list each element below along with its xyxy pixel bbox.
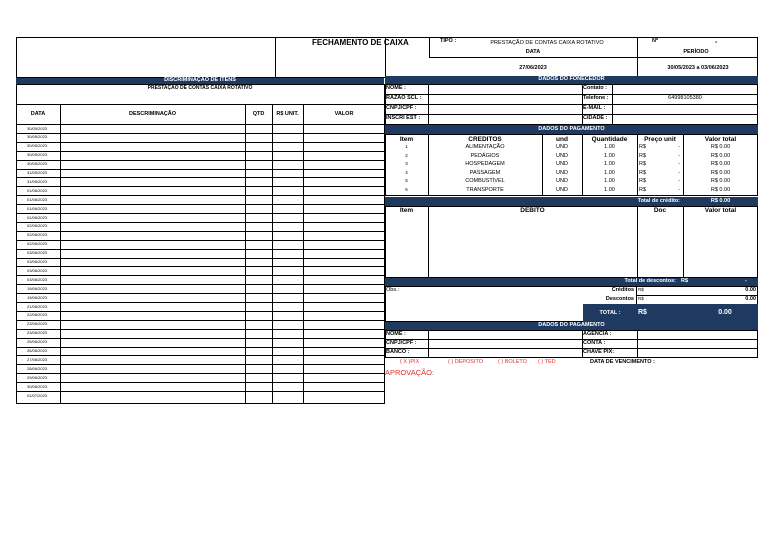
credit-item-number: 6 (405, 187, 408, 192)
pagamento-nome-label: NOME : (386, 331, 406, 337)
page-title: FECHAMENTO DE CAIXA (312, 38, 409, 47)
credit-quantity: 1.00 (604, 152, 615, 159)
credit-description: TRANSPORTE (466, 187, 504, 193)
credit-description: PEDÁGIOS (470, 152, 500, 159)
table-row-date: 03/06/2023 (27, 267, 48, 273)
option-boleto[interactable]: ( ) BOLETO (498, 359, 527, 365)
dados-pagamento-title: DADOS DO PAGAMENTO (538, 322, 605, 328)
credit-price: - (678, 187, 680, 193)
option-deposito[interactable]: ( ) DEPOSITO (448, 359, 484, 365)
doc-label: Doc (653, 207, 667, 214)
debito-item-label: Item (399, 207, 414, 214)
table-row-date: 27/06/2023 (27, 356, 48, 362)
fornecedor-telefone-value: 64998105380 (668, 95, 702, 101)
col-qtd: QTD (252, 111, 265, 117)
numero-value: - (715, 39, 718, 46)
credit-total: R$ 0.00 (710, 187, 731, 193)
credit-item-number: 2 (405, 152, 408, 158)
table-row-date: 30/06/2023 (27, 383, 48, 389)
col-valor: VALOR (334, 111, 354, 117)
credit-unit: UND (556, 161, 568, 168)
descontos-cur: R$ (638, 296, 644, 301)
total-cur: R$ (638, 309, 647, 316)
tipo-label: TIPO : (440, 38, 457, 44)
aprovacao-label: APROVAÇÃO: (385, 368, 435, 377)
col-und: und (556, 136, 568, 143)
credit-unit: UND (556, 178, 568, 185)
data-label: DATA (525, 49, 541, 55)
credit-quantity: 1.00 (604, 144, 615, 150)
credit-price: - (678, 169, 680, 176)
descontos-value: 0.00 (745, 296, 756, 302)
table-row-date: 01/06/2023 (27, 205, 48, 211)
credit-unit: UND (556, 187, 568, 193)
table-row-date: 30/05/2023 (27, 152, 48, 158)
total-credito-value: R$ 0.00 (710, 198, 731, 204)
periodo-value: 30/05/2023 a 03/06/2023 (667, 65, 729, 71)
table-row-date: 28/06/2023 (27, 365, 48, 371)
creditos-label: Créditos (611, 287, 634, 293)
credit-total: R$ 0.00 (710, 161, 731, 168)
obs-label: Obs.: (386, 287, 400, 293)
credit-unit: UND (556, 144, 568, 150)
numero-label: Nº (652, 38, 658, 44)
table-row-date: 30/05/2023 (27, 143, 48, 149)
data-value: 27/06/2023 (519, 65, 547, 71)
col-unit: R$ UNIT. (276, 111, 299, 117)
table-row-date: 01/06/2023 (27, 196, 48, 202)
credit-quantity: 1.00 (604, 161, 615, 168)
table-row-date: 31/05/2023 (27, 170, 48, 175)
total-value: 0.00 (718, 309, 732, 316)
pagamento-cnpj-label: CNPJ/CPF : (386, 340, 417, 346)
credit-total: R$ 0.00 (710, 152, 731, 159)
option-ted[interactable]: ( ) TED (538, 359, 556, 365)
table-row-date: 31/05/2023 (27, 178, 48, 184)
discriminacao-title: DISCRIMINAÇÃO DE ITENS (164, 77, 236, 83)
table-row-date: 01/06/2023 (27, 187, 48, 193)
col-creditos: CREDITOS (468, 136, 502, 143)
credit-unit: UND (556, 152, 568, 159)
credit-price-currency: R$ (639, 161, 647, 168)
credit-quantity: 1.00 (604, 169, 615, 176)
credit-quantity: 1.00 (604, 178, 615, 185)
fornecedor-title: DADOS DO FONECEDOR (538, 76, 605, 82)
debito-table (385, 206, 758, 278)
credit-price-currency: R$ (639, 152, 647, 159)
debito-label: DEBITO (520, 207, 545, 214)
credit-description: ALIMENTAÇÃO (465, 144, 505, 150)
periodo-label: PERÍODO (683, 49, 709, 55)
creditos-cur: R$ (638, 287, 644, 292)
table-row-date: 23/06/2023 (27, 321, 48, 327)
table-row-date: 01/06/2023 (27, 214, 48, 220)
fornecedor-email-label: E-MAIL : (583, 105, 606, 111)
dados-pagamento-box (385, 330, 758, 358)
credit-price: - (678, 144, 680, 150)
credit-price-currency: R$ (639, 169, 647, 176)
table-row-date: 23/06/2023 (27, 330, 48, 336)
total-label: TOTAL : (599, 310, 621, 316)
credit-total: R$ 0.00 (710, 144, 731, 150)
credit-price-currency: R$ (639, 144, 647, 150)
col-valor-total: Valor total (704, 136, 737, 143)
credit-description: HOSPEDAGEM (465, 161, 505, 168)
table-row-date: 30/05/2023 (27, 161, 48, 167)
col-item: Item (399, 136, 414, 143)
total-credito-label: Total de crédito: (637, 198, 680, 204)
table-row-date: 02/06/2023 (27, 232, 48, 238)
tipo-value: PRESTAÇÃO DE CONTAS CAIXA ROTATIVO (490, 40, 604, 46)
col-quantidade: Quantidade (591, 136, 628, 143)
option-pix[interactable]: ( X )PIX (400, 359, 420, 365)
col-descriminacao: DESCRIMINAÇÃO (128, 111, 177, 117)
total-descontos-label: Total de descontos: (624, 278, 676, 284)
credit-item-number: 5 (405, 178, 408, 184)
credit-price: - (678, 178, 680, 185)
table-row-date: 19/06/2023 (27, 285, 48, 291)
credit-item-number: 1 (405, 144, 408, 149)
credit-item-number: 3 (405, 161, 408, 167)
credit-description: PASSAGEM (469, 169, 501, 176)
fornecedor-cnpj-label: CNPJ/CPF : (386, 105, 417, 111)
table-row-date: 30/05/2023 (27, 125, 48, 131)
total-descontos-value: - (745, 278, 747, 284)
fornecedor-nome-label: NOME : (386, 85, 406, 91)
debito-valor-total-label: Valor total (704, 207, 737, 214)
credit-price-currency: R$ (639, 178, 647, 185)
pagamento-agencia-label: AGENCIA : (583, 331, 612, 337)
table-row-date: 02/06/2023 (27, 223, 48, 229)
table-row-date: 19/06/2023 (27, 294, 48, 300)
table-row-date: 03/06/2023 (27, 276, 48, 282)
table-row-date: 03/06/2023 (27, 250, 48, 256)
credit-description: COMBUSTÍVEL (465, 178, 505, 185)
credit-total: R$ 0.00 (710, 169, 731, 176)
fornecedor-cidade-label: CIDADE : (583, 115, 608, 121)
table-row-date: 26/06/2023 (27, 348, 48, 353)
total-descontos-bar (385, 278, 758, 286)
credit-unit: UND (556, 169, 568, 176)
table-row-date: 30/05/2023 (27, 134, 48, 140)
descontos-label: Descontos (605, 296, 634, 302)
table-row-date: 03/06/2023 (27, 259, 48, 264)
pagamento-banco-label: BANCO : (386, 349, 410, 355)
table-row-date: 25/06/2023 (27, 339, 48, 345)
table-row-date: 02/06/2023 (27, 241, 48, 247)
fornecedor-inscri-label: INSCRI EST : (386, 115, 421, 121)
col-data: DATA (30, 111, 46, 117)
pagamento-title: DADOS DO PAGAMENTO (538, 126, 605, 132)
pagamento-conta-label: CONTA : (583, 340, 606, 346)
credit-price: - (678, 161, 680, 168)
credit-price-currency: R$ (639, 187, 647, 193)
creditos-value: 0.00 (745, 287, 756, 293)
credit-total: R$ 0.00 (710, 178, 731, 185)
fornecedor-contato-label: Contato : (583, 85, 608, 91)
fornecedor-razao-label: RAZAO SCL : (386, 95, 422, 101)
table-row-date: 21/06/2023 (27, 303, 48, 309)
vencimento-label: DATA DE VENCIMENTO : (590, 359, 655, 365)
table-row-date: 29/06/2023 (27, 374, 48, 380)
total-descontos-cur: R$ (681, 278, 689, 284)
col-preco-unit: Preço unit (644, 136, 676, 143)
table-row-date: 01/07/2023 (27, 392, 48, 398)
credit-price: - (678, 152, 680, 159)
pagamento-chave-label: CHAVE PIX: (583, 349, 615, 355)
credit-item-number: 4 (405, 169, 408, 175)
fornecedor-telefone-label: Telefone : (583, 95, 609, 101)
discriminacao-subtitle: PRESTAÇÃO DE CONTAS CAIXA ROTATIVO (147, 85, 253, 91)
table-row-date: 22/06/2023 (27, 312, 48, 318)
credit-quantity: 1.00 (604, 187, 615, 193)
